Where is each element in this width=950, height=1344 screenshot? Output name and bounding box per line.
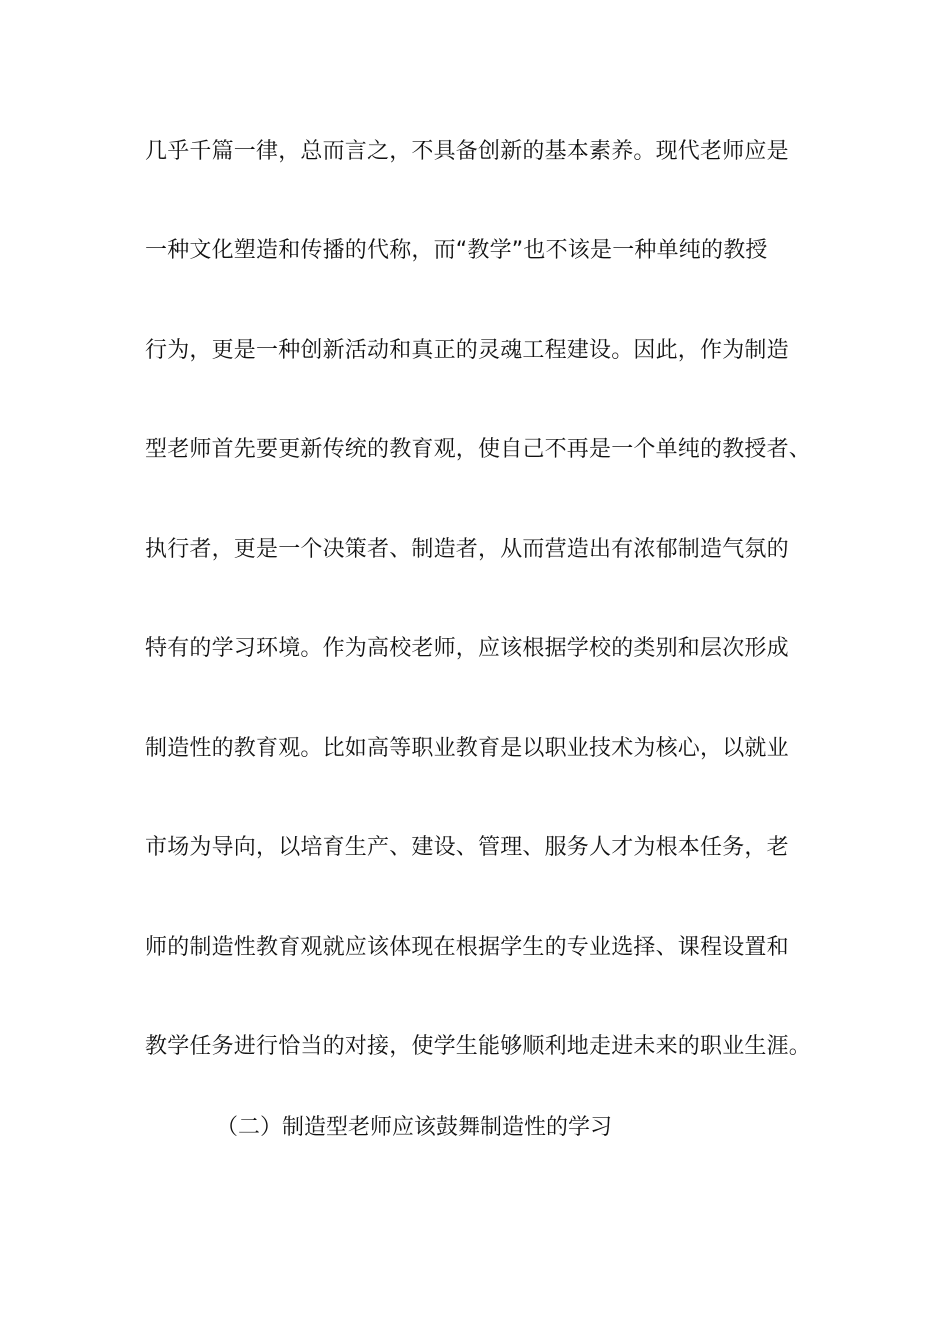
paragraph-line: 特有的学习环境。作为高校老师，应该根据学校的类别和层次形成 — [145, 636, 789, 661]
paragraph-line: 行为，更是一种创新活动和真正的灵魂工程建设。因此，作为制造 — [145, 338, 789, 363]
paragraph-line: 型老师首先要更新传统的教育观，使自己不再是一个单纯的教授者、 — [145, 437, 812, 462]
section-heading: （二）制造型老师应该鼓舞制造性的学习 — [216, 1115, 613, 1140]
paragraph-line: 市场为导向，以培育生产、建设、管理、服务人才为根本任务，老 — [145, 835, 789, 860]
paragraph-line: 一种文化塑造和传播的代称，而“教学”也不该是一种单纯的教授 — [145, 238, 768, 263]
paragraph-line: 几乎千篇一律，总而言之，不具备创新的基本素养。现代老师应是 — [145, 139, 789, 164]
paragraph-line: 师的制造性教育观就应该体现在根据学生的专业选择、课程设置和 — [145, 935, 789, 960]
paragraph-line: 制造性的教育观。比如高等职业教育是以职业技术为核心，以就业 — [145, 736, 789, 761]
paragraph-line: 教学任务进行恰当的对接，使学生能够顺利地走进未来的职业生涯。 — [145, 1034, 812, 1059]
paragraph-line: 执行者，更是一个决策者、制造者，从而营造出有浓郁制造气氛的 — [145, 537, 789, 562]
